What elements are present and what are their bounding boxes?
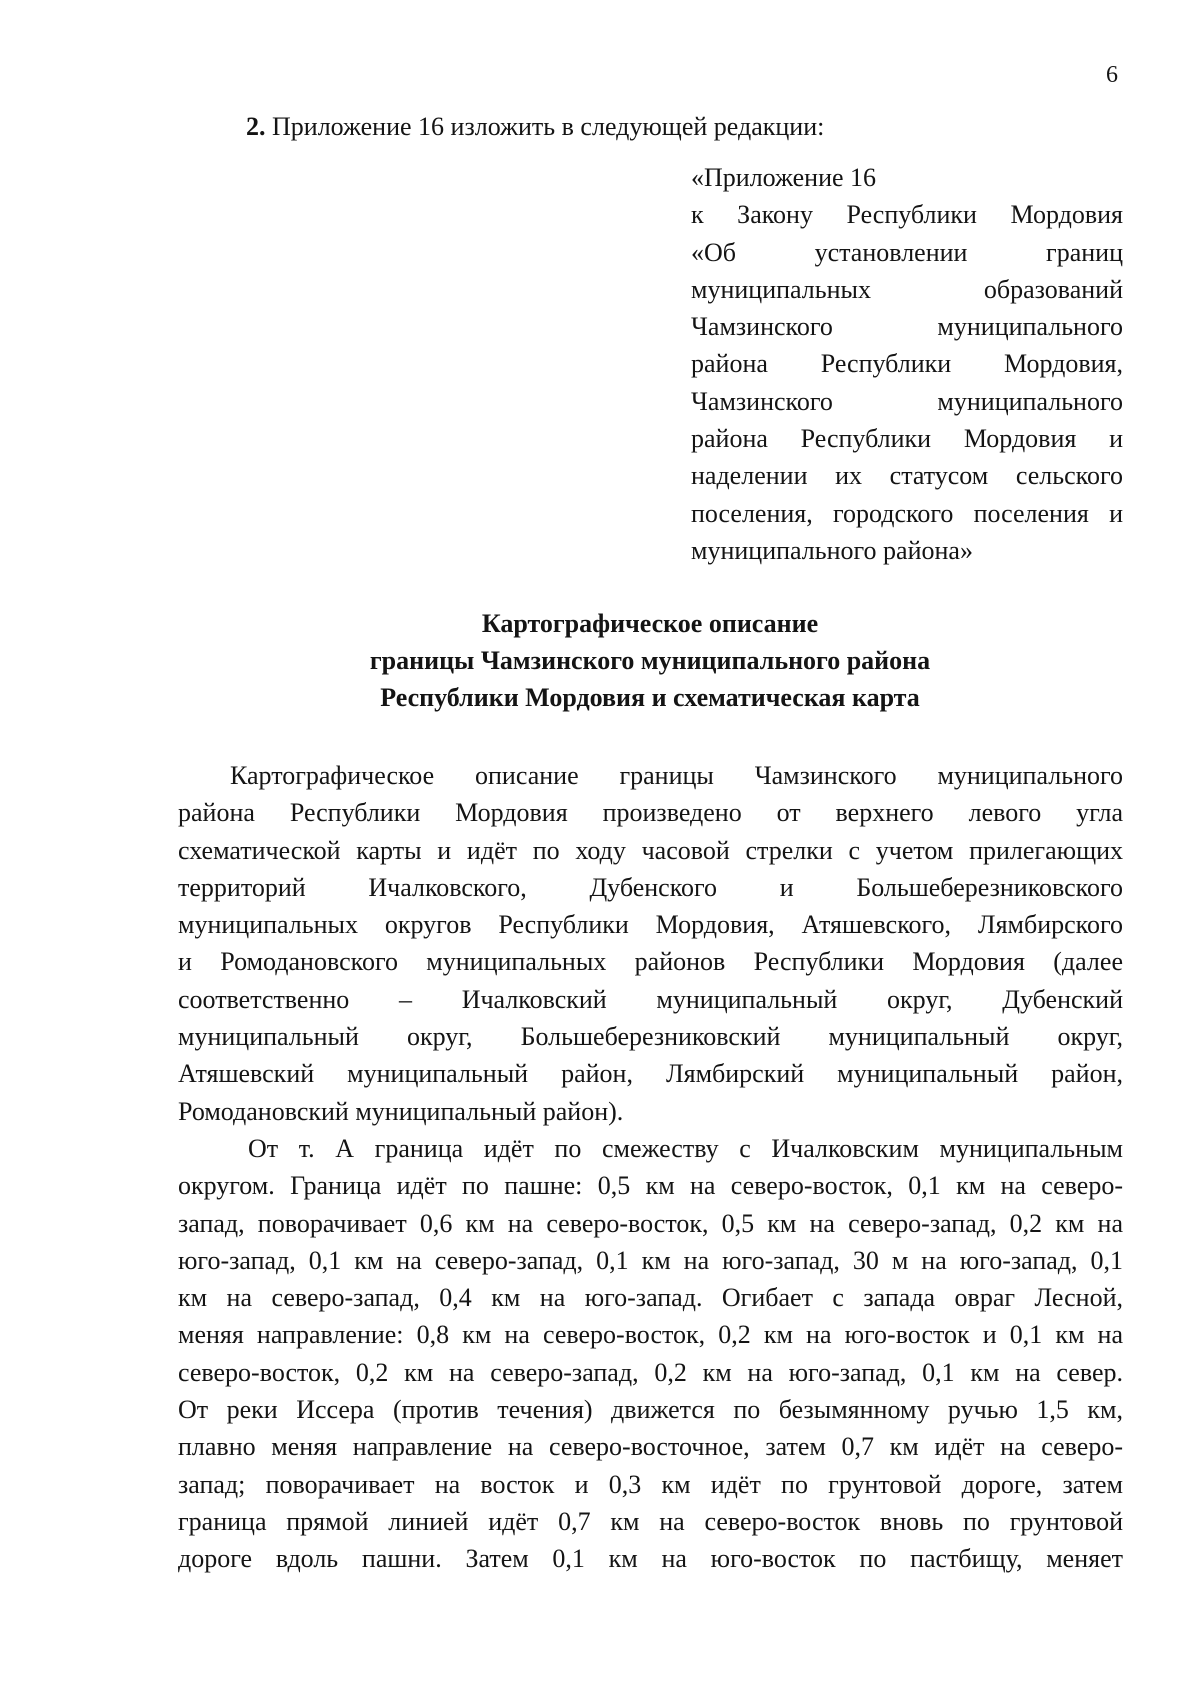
text-line: граница прямой линией идёт 0,7 км на северо-восток вновь по грунтовой: [178, 1506, 1123, 1536]
annex-line: поселения, городского поселения и: [691, 498, 1123, 528]
amendment-intro: [246, 110, 824, 144]
text-line: муниципальных округов Республики Мордовия, Атяшевского, Лямбирского: [178, 910, 1123, 940]
text-line: От реки Иссера (против течения) движется по безымянному ручью 1,5 км,: [178, 1395, 1123, 1425]
paragraph-1: [178, 757, 1123, 1130]
text-line: запад; поворачивает на восток и 0,3 км идёт по грунтовой дороге, затем: [178, 1469, 1123, 1499]
text-line: дороге вдоль пашни. Затем 0,1 км на юго-восток по пастбищу, меняет: [178, 1544, 1123, 1574]
annex-line: муниципальных образований: [691, 274, 1123, 304]
text-line: округом. Граница идёт по пашне: 0,5 км на северо-восток, 0,1 км на северо-: [178, 1171, 1123, 1201]
page-number: 6: [1106, 62, 1118, 88]
text-line: Ромодановский муниципальный район).: [178, 1096, 624, 1126]
annex-line: наделении их статусом сельского: [691, 461, 1123, 491]
title-line: границы Чамзинского муниципального района: [369, 646, 931, 675]
text-line: Картографическое описание границы Чамзинского муниципального: [230, 761, 1123, 790]
title-line: Республики Мордовия и схематическая карта: [380, 683, 920, 712]
paragraph-2: [178, 1130, 1123, 1578]
amendment-text: Приложение 16 изложить в следующей редакции:: [265, 112, 825, 141]
text-line: запад, поворачивает 0,6 км на северо-восток, 0,5 км на северо-запад, 0,2 км на: [178, 1208, 1123, 1238]
annex-line: муниципального района»: [691, 535, 973, 565]
annex-line: Чамзинского муниципального: [691, 312, 1123, 342]
annex-line: «Об установлении границ: [691, 237, 1123, 267]
text-line: муниципальный округ, Большеберезниковский муниципальный округ,: [178, 1022, 1123, 1052]
body-text: [178, 757, 1123, 1578]
annex-line: «Приложение 16: [691, 163, 877, 192]
text-line: юго-запад, 0,1 км на северо-запад, 0,1 км на юго-запад, 30 м на юго-запад, 0,1: [178, 1245, 1123, 1275]
text-line: территорий Ичалковского, Дубенского и Большеберезниковского: [178, 872, 1123, 902]
document-title: [190, 605, 1110, 716]
title-line: Картографическое описание: [481, 609, 819, 638]
annex-line: района Республики Мордовия,: [691, 349, 1123, 379]
text-line: От т. А граница идёт по смежеству с Ичалковским муниципальным: [248, 1133, 1123, 1163]
amendment-number: 2.: [246, 112, 266, 141]
annex-header-block: [691, 159, 1123, 569]
annex-line: Чамзинского муниципального: [691, 386, 1123, 416]
text-line: схематической карты и идёт по ходу часовой стрелки с учетом прилегающих: [178, 835, 1123, 865]
text-line: меняя направление: 0,8 км на северо-восток, 0,2 км на юго-восток и 0,1 км на: [178, 1320, 1123, 1350]
text-line: и Ромодановского муниципальных районов Республики Мордовия (далее: [178, 947, 1123, 977]
text-line: км на северо-запад, 0,4 км на юго-запад. Огибает с запада овраг Лесной,: [178, 1283, 1123, 1313]
text-line: Атяшевский муниципальный район, Лямбирский муниципальный район,: [178, 1059, 1123, 1089]
text-line: соответственно – Ичалковский муниципальный округ, Дубенский: [178, 984, 1123, 1014]
annex-line: к Закону Республики Мордовия: [691, 200, 1123, 230]
annex-line: района Республики Мордовия и: [691, 424, 1123, 454]
text-line: северо-восток, 0,2 км на северо-запад, 0,2 км на юго-запад, 0,1 км на север.: [178, 1357, 1123, 1387]
text-line: района Республики Мордовия произведено от верхнего левого угла: [178, 798, 1123, 828]
text-line: плавно меняя направление на северо-восточное, затем 0,7 км идёт на северо-: [178, 1432, 1123, 1462]
